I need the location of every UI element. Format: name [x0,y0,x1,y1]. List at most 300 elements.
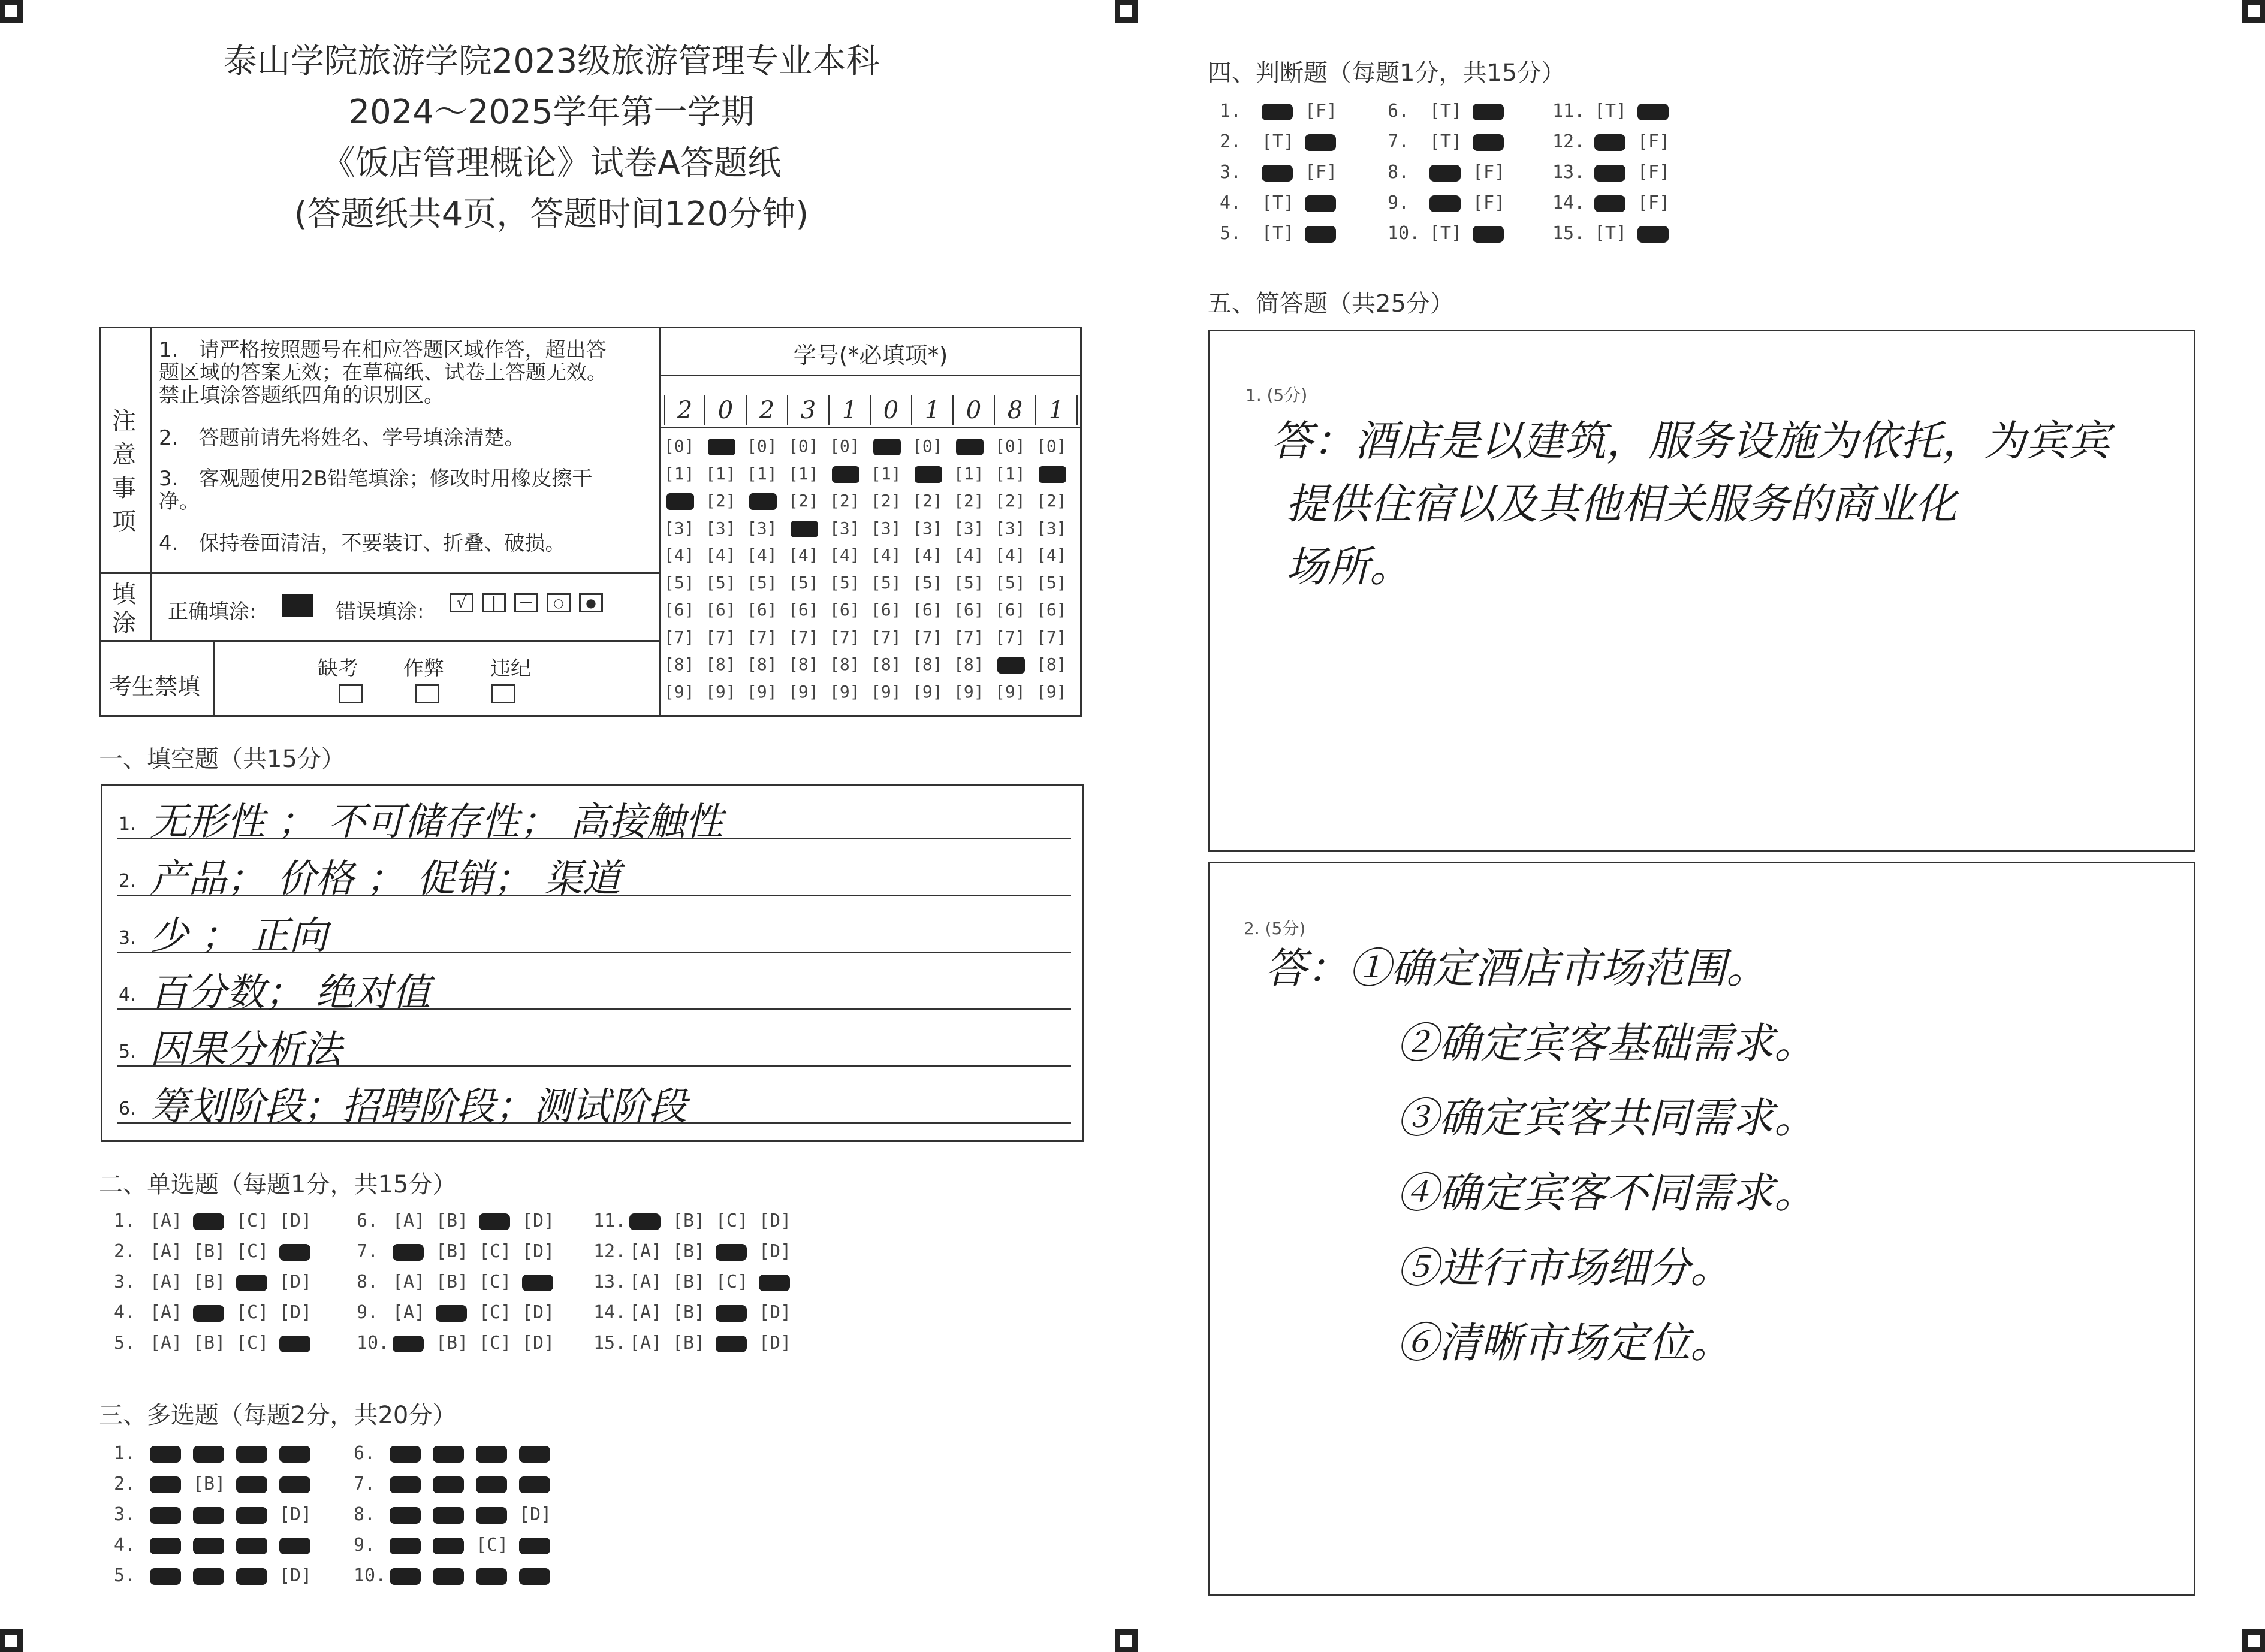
student-id-digit-1: 2 [664,395,705,425]
student-id-bubble[interactable]: [7] [747,627,777,647]
multi-choice-bubble[interactable]: [C] [476,1535,509,1556]
multi-choice-bubble-filled[interactable] [150,1446,181,1463]
judgement-bubble-true-filled[interactable] [1594,195,1625,212]
single-choice-bubble[interactable]: [D] [279,1210,312,1231]
multi-choice-bubble-filled[interactable] [236,1446,267,1463]
single-choice-bubble[interactable]: [C] [479,1272,512,1292]
student-id-bubble[interactable]: [5] [788,572,819,593]
student-id-bubble[interactable]: [5] [830,572,860,593]
corner-marker-bottom-middle [1115,1629,1138,1652]
multi-choice-bubble-filled[interactable] [236,1538,267,1554]
wrong-sample-bar: | [482,593,506,612]
multi-choice-bubble-filled[interactable] [150,1507,181,1524]
single-choice-bubble[interactable]: [B] [193,1333,226,1354]
corner-marker-bottom-right [2242,1629,2265,1652]
student-id-bubble[interactable]: [9] [1036,681,1067,702]
student-id-bubble[interactable]: [5] [871,572,901,593]
single-choice-bubble[interactable]: [B] [436,1241,469,1262]
student-id-bubble[interactable]: [2] [912,491,943,511]
student-id-bubble[interactable]: [2] [788,491,819,511]
student-id-bubble[interactable]: [4] [912,545,943,565]
single-choice-bubble[interactable]: [D] [279,1272,312,1292]
student-id-bubble[interactable]: [0] [1036,436,1067,456]
student-id-bubble[interactable]: [8] [830,654,860,674]
single-choice-bubble[interactable]: [D] [279,1302,312,1323]
judgement-number: 11. [1552,101,1585,122]
short-answer-1-line-3: 场所。 [1286,542,1412,591]
single-choice-bubble[interactable]: [D] [522,1333,555,1354]
single-choice-number: 1. [114,1210,136,1231]
status-violation-checkbox[interactable] [491,684,515,703]
student-id-bubble[interactable]: [9] [912,681,943,702]
multi-choice-bubble-filled[interactable] [476,1568,507,1585]
single-choice-bubble[interactable]: [B] [672,1302,705,1323]
student-id-bubble[interactable]: [3] [954,518,984,538]
single-choice-question-5 [114,1333,322,1354]
student-id-bubble[interactable]: [7] [788,627,819,647]
single-choice-bubble[interactable]: [A] [629,1241,662,1262]
student-id-bubble[interactable]: [4] [788,545,819,565]
judgement-bubble-false[interactable]: [F] [1637,131,1670,152]
multi-choice-number: 2. [114,1473,136,1494]
multi-choice-question-2 [114,1473,322,1494]
student-id-bubble[interactable]: [1] [747,463,777,484]
single-choice-bubble[interactable]: [A] [629,1302,662,1323]
student-id-bubble[interactable]: [1] [788,463,819,484]
multi-choice-bubble-filled[interactable] [150,1476,181,1493]
judgement-question-13 [1552,162,1681,183]
judgement-bubble-true-filled[interactable] [1262,104,1293,120]
student-id-bubble[interactable]: [7] [705,627,736,647]
student-id-bubble[interactable]: [5] [954,572,984,593]
student-id-bubble[interactable]: [6] [995,600,1026,620]
student-id-bubble[interactable]: [4] [705,545,736,565]
student-id-bubble[interactable]: [0] [788,436,819,456]
student-id-bubble[interactable]: [4] [830,545,860,565]
student-id-bubble[interactable]: [4] [954,545,984,565]
judgement-bubble-true[interactable]: [T] [1594,223,1627,244]
multi-choice-question-6 [354,1443,562,1464]
multi-choice-bubble-filled[interactable] [236,1507,267,1524]
single-choice-question-2 [114,1241,322,1262]
judgement-bubble-false-filled[interactable] [1305,134,1336,151]
header-line-3: 《饭店管理概论》试卷A答题纸 [321,144,782,183]
student-id-bubble[interactable]: [2] [1036,491,1067,511]
judgement-bubble-false[interactable]: [F] [1637,192,1670,213]
multi-choice-bubble-filled[interactable] [193,1568,224,1585]
student-id-bubble[interactable]: [0] [830,436,860,456]
judgement-bubble-false-filled[interactable] [1637,104,1669,120]
student-id-bubble[interactable]: [4] [871,545,901,565]
multi-choice-bubble-filled[interactable] [193,1507,224,1524]
student-id-bubble[interactable]: [2] [830,491,860,511]
judgement-bubble-true-filled[interactable] [1429,165,1461,182]
student-id-bubble[interactable]: [3] [912,518,943,538]
student-id-bubble-filled-9[interactable] [997,657,1025,674]
short-answer-2-label: 2. (5分) [1244,919,1306,938]
student-id-bubble[interactable]: [8] [954,654,984,674]
multi-choice-number: 9. [354,1535,376,1556]
judgement-bubble-true-filled[interactable] [1262,165,1293,182]
notice-item-2: 2. 答题前请先将姓名、学号填涂清楚。 [159,426,525,450]
single-choice-bubble[interactable]: [A] [150,1302,183,1323]
multi-choice-bubble-filled[interactable] [193,1446,224,1463]
student-id-bubble-filled-3[interactable] [749,493,777,510]
single-choice-question-15 [593,1333,802,1354]
student-id-bubble-filled-5[interactable] [832,466,859,483]
single-choice-bubble[interactable]: [A] [393,1302,426,1323]
multi-choice-bubble-filled[interactable] [433,1476,464,1493]
single-choice-bubble[interactable]: [A] [150,1272,183,1292]
judgement-number: 9. [1388,192,1410,213]
student-id-bubble[interactable]: [6] [788,600,819,620]
multi-choice-bubble-filled[interactable] [150,1568,181,1585]
single-choice-bubble[interactable]: [C] [479,1302,512,1323]
judgement-bubble-false-filled[interactable] [1305,226,1336,243]
multi-choice-bubble-filled[interactable] [390,1446,421,1463]
student-id-bubble[interactable]: [5] [664,572,695,593]
single-choice-bubble-filled[interactable] [629,1213,661,1230]
multi-choice-bubble-filled[interactable] [519,1568,550,1585]
fill-rule-title: 填涂 [112,581,136,637]
multi-choice-bubble[interactable]: [D] [279,1565,312,1586]
student-id-bubble-filled-2[interactable] [708,439,735,455]
single-choice-question-9 [357,1302,565,1323]
multi-choice-bubble-filled[interactable] [390,1507,421,1524]
multi-choice-bubble[interactable]: [D] [519,1504,552,1525]
single-choice-number: 5. [114,1333,136,1354]
section-single-choice-title: 二、单选题（每题1分，共15分） [99,1171,457,1198]
fill-blank-answer-1: 无形性 ； 不可储存性； 高接触性 [150,800,724,844]
judgement-bubble-false[interactable]: [F] [1473,162,1506,183]
judgement-question-2 [1220,131,1348,152]
corner-marker-top-middle [1115,0,1138,23]
single-choice-bubble[interactable]: [C] [479,1241,512,1262]
single-choice-number: 11. [593,1210,626,1231]
multi-choice-question-7 [354,1473,562,1494]
student-id-bubble[interactable]: [8] [1036,654,1067,674]
single-choice-bubble-filled[interactable] [716,1244,747,1261]
single-choice-bubble[interactable]: [C] [716,1272,749,1292]
judgement-bubble-false-filled[interactable] [1473,226,1504,243]
single-choice-bubble[interactable]: [D] [522,1241,555,1262]
judgement-bubble-false[interactable]: [F] [1305,101,1338,122]
multi-choice-bubble-filled[interactable] [279,1538,310,1554]
single-choice-bubble-filled[interactable] [479,1213,510,1230]
single-choice-bubble-filled[interactable] [393,1244,424,1261]
student-id-bubble[interactable]: [8] [747,654,777,674]
single-choice-bubble[interactable]: [D] [522,1302,555,1323]
multi-choice-bubble-filled[interactable] [433,1446,464,1463]
exam-status-title: 考生禁填 [109,674,201,700]
single-choice-bubble[interactable]: [A] [150,1333,183,1354]
multi-choice-number: 7. [354,1473,376,1494]
student-id-bubble[interactable]: [8] [912,654,943,674]
judgement-number: 1. [1220,101,1242,122]
judgement-bubble-true[interactable]: [T] [1429,101,1462,122]
student-id-bubble[interactable]: [4] [664,545,695,565]
single-choice-bubble[interactable]: [B] [672,1333,705,1354]
student-id-bubble[interactable]: [6] [705,600,736,620]
judgement-bubble-false[interactable]: [F] [1473,192,1506,213]
student-id-bubble[interactable]: [6] [912,600,943,620]
judgement-number: 2. [1220,131,1242,152]
student-id-bubble[interactable]: [6] [954,600,984,620]
single-choice-bubble-filled[interactable] [716,1336,747,1352]
student-id-bubble[interactable]: [8] [664,654,695,674]
multi-choice-number: 1. [114,1443,136,1464]
student-id-bubble[interactable]: [7] [995,627,1026,647]
single-choice-bubble[interactable]: [C] [236,1302,269,1323]
student-id-bubble[interactable]: [3] [705,518,736,538]
single-choice-bubble-filled[interactable] [716,1305,747,1322]
student-id-bubble[interactable]: [0] [912,436,943,456]
student-id-bubble[interactable]: [7] [954,627,984,647]
single-choice-bubble[interactable]: [D] [759,1210,792,1231]
student-id-bubble[interactable]: [7] [1036,627,1067,647]
single-choice-number: 6. [357,1210,379,1231]
student-id-bubble[interactable]: [9] [788,681,819,702]
judgement-question-9 [1388,192,1516,213]
student-id-bubble[interactable]: [7] [664,627,695,647]
judgement-bubble-false[interactable]: [F] [1305,162,1338,183]
single-choice-bubble-filled[interactable] [522,1275,553,1291]
status-absent-checkbox[interactable] [339,684,363,703]
student-id-bubble[interactable]: [3] [664,518,695,538]
single-choice-number: 3. [114,1272,136,1292]
single-choice-bubble[interactable]: [C] [716,1210,749,1231]
student-id-bubble[interactable]: [8] [871,654,901,674]
judgement-bubble-true[interactable]: [T] [1429,131,1462,152]
multi-choice-bubble-filled[interactable] [433,1507,464,1524]
multi-choice-bubble-filled[interactable] [390,1476,421,1493]
corner-marker-bottom-left [0,1629,23,1652]
multi-choice-number: 3. [114,1504,136,1525]
judgement-bubble-true-filled[interactable] [1429,195,1461,212]
student-id-bubble[interactable]: [9] [747,681,777,702]
multi-choice-bubble-filled[interactable] [519,1446,550,1463]
student-id-bubble[interactable]: [0] [747,436,777,456]
single-choice-bubble[interactable]: [A] [150,1210,183,1231]
status-cheat-checkbox[interactable] [415,684,439,703]
short-answer-2-line-3: ③确定宾客共同需求。 [1397,1094,1816,1143]
student-id-bubble[interactable]: [2] [871,491,901,511]
single-choice-bubble-filled[interactable] [393,1336,424,1352]
multi-choice-bubble-filled[interactable] [476,1507,507,1524]
single-choice-bubble-filled[interactable] [279,1244,310,1261]
single-choice-bubble[interactable]: [D] [759,1333,792,1354]
single-choice-bubble[interactable]: [C] [236,1210,269,1231]
judgement-number: 10. [1388,223,1420,244]
judgement-bubble-true[interactable]: [T] [1262,223,1295,244]
student-id-bubble-filled-4[interactable] [791,521,818,537]
judgement-bubble-true[interactable]: [T] [1429,223,1462,244]
multi-choice-bubble[interactable]: [D] [279,1504,312,1525]
student-id-bubble[interactable]: [5] [705,572,736,593]
student-id-bubble[interactable]: [5] [1036,572,1067,593]
judgement-question-12 [1552,131,1681,152]
single-choice-bubble[interactable]: [A] [393,1210,426,1231]
student-id-bubble-filled-6[interactable] [873,439,901,455]
single-choice-bubble-filled[interactable] [759,1275,790,1291]
single-choice-bubble[interactable]: [B] [436,1210,469,1231]
judgement-bubble-true[interactable]: [T] [1594,101,1627,122]
fill-blank-number-6: 6. [119,1098,136,1119]
student-id-bubble[interactable]: [8] [788,654,819,674]
student-id-bubble[interactable]: [1] [995,463,1026,484]
judgement-question-5 [1220,223,1348,244]
multi-choice-bubble[interactable]: [B] [193,1473,226,1494]
judgement-bubble-false-filled[interactable] [1637,226,1669,243]
student-id-bubble[interactable]: [9] [995,681,1026,702]
student-id-bubble[interactable]: [6] [830,600,860,620]
multi-choice-bubble-filled[interactable] [476,1476,507,1493]
multi-choice-bubble-filled[interactable] [236,1476,267,1493]
single-choice-bubble[interactable]: [B] [672,1210,705,1231]
single-choice-bubble[interactable]: [C] [236,1333,269,1354]
short-answer-2-line-5: ⑤进行市场细分。 [1397,1243,1732,1292]
student-id-digit-2: 0 [705,395,747,425]
multi-choice-bubble-filled[interactable] [433,1568,464,1585]
multi-choice-bubble-filled[interactable] [390,1568,421,1585]
student-id-digit-5: 1 [830,395,871,425]
multi-choice-bubble-filled[interactable] [519,1538,550,1554]
multi-choice-bubble-filled[interactable] [476,1446,507,1463]
multi-choice-bubble-filled[interactable] [279,1446,310,1463]
student-id-bubble[interactable]: [6] [747,600,777,620]
judgement-bubble-true-filled[interactable] [1594,165,1625,182]
judgement-bubble-false[interactable]: [F] [1637,162,1670,183]
single-choice-bubble[interactable]: [B] [193,1272,226,1292]
section-short-answer-title: 五、简答题（共25分） [1208,290,1454,318]
judgement-bubble-true[interactable]: [T] [1262,192,1295,213]
single-choice-number: 12. [593,1241,626,1262]
student-id-bubble[interactable]: [5] [912,572,943,593]
student-id-bubble[interactable]: [2] [954,491,984,511]
single-choice-bubble[interactable]: [D] [759,1302,792,1323]
student-id-bubble[interactable]: [7] [871,627,901,647]
single-choice-bubble[interactable]: [C] [479,1333,512,1354]
single-choice-bubble[interactable]: [D] [759,1241,792,1262]
single-choice-bubble-filled[interactable] [193,1213,224,1230]
student-id-bubble[interactable]: [3] [1036,518,1067,538]
student-id-bubble[interactable]: [6] [1036,600,1067,620]
wrong-sample-circle: ○ [547,593,571,612]
single-choice-number: 13. [593,1272,626,1292]
judgement-number: 4. [1220,192,1242,213]
student-id-bubble-filled-7[interactable] [915,466,942,483]
student-id-bubble[interactable]: [4] [1036,545,1067,565]
single-choice-number: 8. [357,1272,379,1292]
student-id-bubble[interactable]: [4] [995,545,1026,565]
student-id-bubble[interactable]: [7] [912,627,943,647]
student-id-bubble[interactable]: [1] [664,463,695,484]
single-choice-bubble[interactable]: [B] [436,1272,469,1292]
student-id-bubble[interactable]: [9] [830,681,860,702]
student-id-bubble[interactable]: [9] [705,681,736,702]
student-id-bubble-filled-10[interactable] [1039,466,1066,483]
notice-title: 注意事项 [112,407,136,536]
multi-choice-bubble-filled[interactable] [236,1568,267,1585]
fill-blank-number-4: 4. [119,984,136,1005]
judgement-bubble-true-filled[interactable] [1594,134,1625,151]
multi-choice-bubble-filled[interactable] [519,1476,550,1493]
student-id-bubble[interactable]: [1] [871,463,901,484]
multi-choice-bubble-filled[interactable] [433,1538,464,1554]
single-choice-bubble[interactable]: [A] [629,1333,662,1354]
student-id-bubble[interactable]: [9] [664,681,695,702]
student-id-bubble[interactable]: [0] [664,436,695,456]
judgement-number: 14. [1552,192,1585,213]
student-id-bubble[interactable]: [1] [705,463,736,484]
fill-blank-number-1: 1. [119,814,136,835]
judgement-number: 12. [1552,131,1585,152]
single-choice-bubble[interactable]: [B] [672,1272,705,1292]
header-line-2: 2024～2025学年第一学期 [348,93,755,132]
single-choice-bubble[interactable]: [A] [629,1272,662,1292]
section-multi-choice-title: 三、多选题（每题2分，共20分） [99,1402,457,1429]
student-id-bubble[interactable]: [6] [871,600,901,620]
single-choice-bubble-filled[interactable] [193,1305,224,1322]
student-id-bubble[interactable]: [4] [747,545,777,565]
student-id-bubble[interactable]: [5] [747,572,777,593]
single-choice-bubble[interactable]: [C] [236,1241,269,1262]
multi-choice-bubble-filled[interactable] [193,1538,224,1554]
judgement-bubble-false-filled[interactable] [1473,104,1504,120]
student-id-bubble[interactable]: [9] [871,681,901,702]
multi-choice-bubble-filled[interactable] [279,1476,310,1493]
student-id-bubble-filled-1[interactable] [666,493,694,510]
single-choice-bubble[interactable]: [B] [436,1333,469,1354]
multi-choice-bubble-filled[interactable] [390,1538,421,1554]
student-id-bubble[interactable]: [1] [954,463,984,484]
single-choice-bubble[interactable]: [B] [193,1241,226,1262]
single-choice-question-10 [357,1333,565,1354]
student-id-bubble[interactable]: [6] [664,600,695,620]
judgement-bubble-false-filled[interactable] [1473,134,1504,151]
multi-choice-bubble-filled[interactable] [150,1538,181,1554]
single-choice-bubble-filled[interactable] [236,1275,267,1291]
single-choice-bubble-filled[interactable] [279,1336,310,1352]
judgement-bubble-true[interactable]: [T] [1262,131,1295,152]
student-id-bubble[interactable]: [3] [995,518,1026,538]
wrong-sample-dot: ● [579,593,603,612]
single-choice-number: 9. [357,1302,379,1323]
student-id-bubble-filled-8[interactable] [956,439,984,455]
single-choice-bubble[interactable]: [D] [522,1210,555,1231]
single-choice-bubble[interactable]: [A] [150,1241,183,1262]
student-id-bubble[interactable]: [3] [871,518,901,538]
single-choice-bubble-filled[interactable] [436,1305,467,1322]
student-id-bubble[interactable]: [7] [830,627,860,647]
notice-item-3: 3. 客观题使用2B铅笔填涂；修改时用橡皮擦干净。 [159,467,593,514]
fill-blank-answer-3: 少 ； 正向 [150,914,328,958]
wrong-fill-samples [450,593,603,612]
fill-blank-answer-2: 产品； 价格 ； 促销； 渠道 [150,857,621,901]
judgement-bubble-false-filled[interactable] [1305,195,1336,212]
notice-item-1: 1. 请严格按照题号在相应答题区域作答，超出答题区域的答案无效；在草稿纸、试卷上答题无效。禁止填涂答题纸四角的识别区。 [159,338,607,407]
student-id-bubble[interactable]: [2] [995,491,1026,511]
student-id-bubble[interactable]: [8] [705,654,736,674]
student-id-bubble[interactable]: [5] [995,572,1026,593]
student-id-bubble[interactable]: [3] [747,518,777,538]
student-id-bubble[interactable]: [9] [954,681,984,702]
student-id-bubble[interactable]: [3] [830,518,860,538]
student-id-bubble[interactable]: [0] [995,436,1026,456]
single-choice-bubble[interactable]: [A] [393,1272,426,1292]
student-id-bubble[interactable]: [2] [705,491,736,511]
single-choice-bubble[interactable]: [B] [672,1241,705,1262]
